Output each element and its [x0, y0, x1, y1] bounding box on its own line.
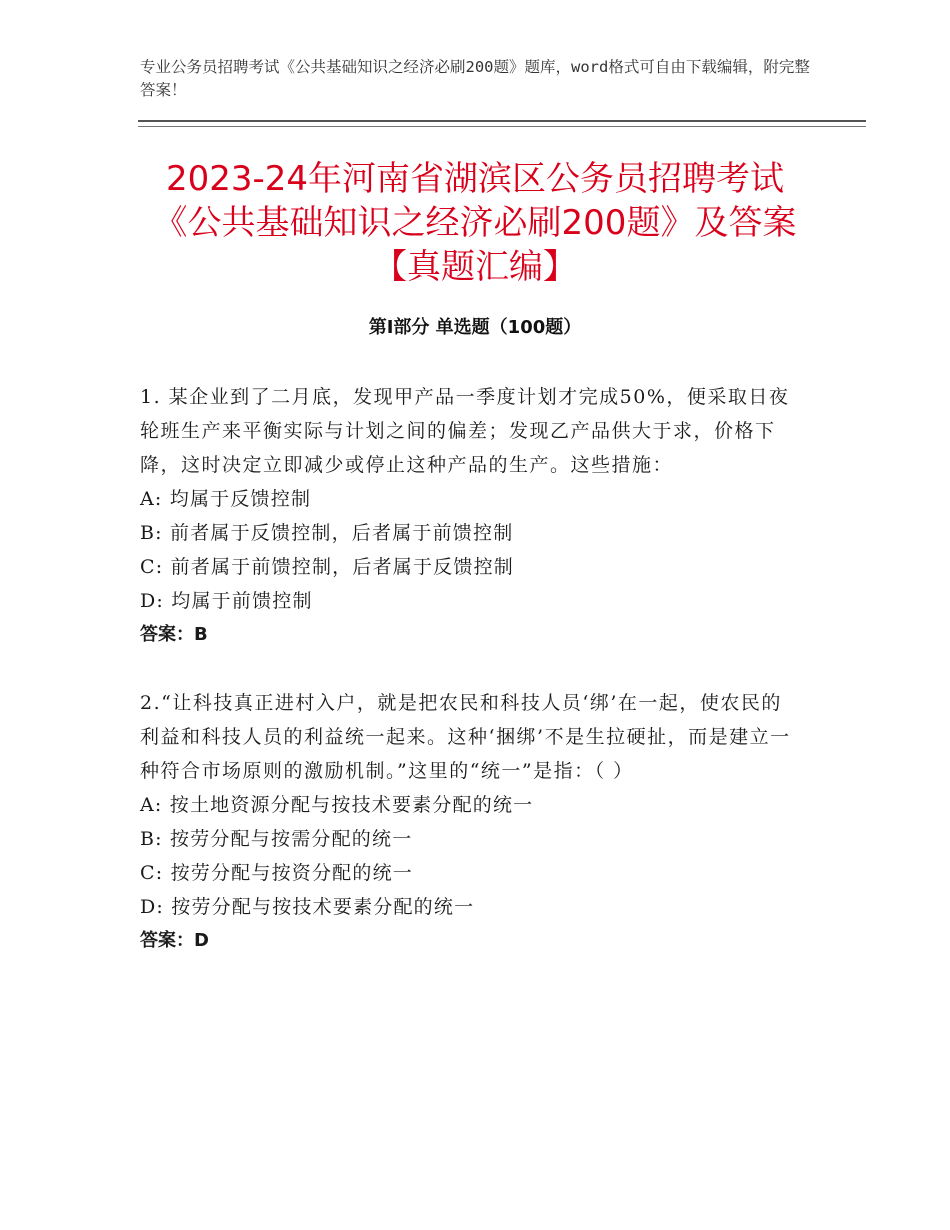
option-a: A: 均属于反馈控制: [140, 488, 312, 510]
header-note: 专业公务员招聘考试《公共基础知识之经济必刷200题》题库，word格式可自由下载编辑，附完整答案！: [140, 58, 810, 99]
option-b: B: 按劳分配与按需分配的统一: [140, 828, 413, 850]
header-divider-thick: [138, 120, 866, 122]
title-line-1: 2023-24年河南省湖滨区公务员招聘考试: [165, 159, 785, 199]
question-1: [140, 380, 800, 652]
option-a: A: 按土地资源分配与按技术要素分配的统一: [140, 794, 534, 816]
answer-label: 答案：D: [140, 930, 209, 951]
option-d: D: 按劳分配与按技术要素分配的统一: [140, 896, 475, 918]
option-b: B: 前者属于反馈控制，后者属于前馈控制: [140, 522, 514, 544]
question-2: [140, 686, 800, 958]
document-title: [120, 157, 830, 289]
answer-label: 答案：B: [140, 624, 208, 645]
title-line-3: 【真题汇编】: [373, 247, 577, 287]
question-stem: 2.“让科技真正进村入户，就是把农民和科技人员‘绑’在一起，使农民的利益和科技人员的利益统一起来。这种‘捆绑’不是生拉硬扯，而是建立一种符合市场原则的激励机制。”这里的“统一”是指：（ ）: [140, 692, 791, 782]
header-divider-thin: [138, 126, 866, 127]
title-line-2: 《公共基础知识之经济必刷200题》及答案: [153, 203, 797, 243]
option-d: D: 均属于前馈控制: [140, 590, 313, 612]
option-c: C: 按劳分配与按资分配的统一: [140, 862, 413, 884]
section-heading: 第Ⅰ部分 单选题（100题）: [368, 317, 582, 338]
question-stem: 1. 某企业到了二月底，发现甲产品一季度计划才完成50%，便采取日夜轮班生产来平衡实际与计划之间的偏差；发现乙产品供大于求，价格下降，这时决定立即减少或停止这种产品的生产。这些措施：: [140, 386, 790, 476]
option-c: C: 前者属于前馈控制，后者属于反馈控制: [140, 556, 514, 578]
